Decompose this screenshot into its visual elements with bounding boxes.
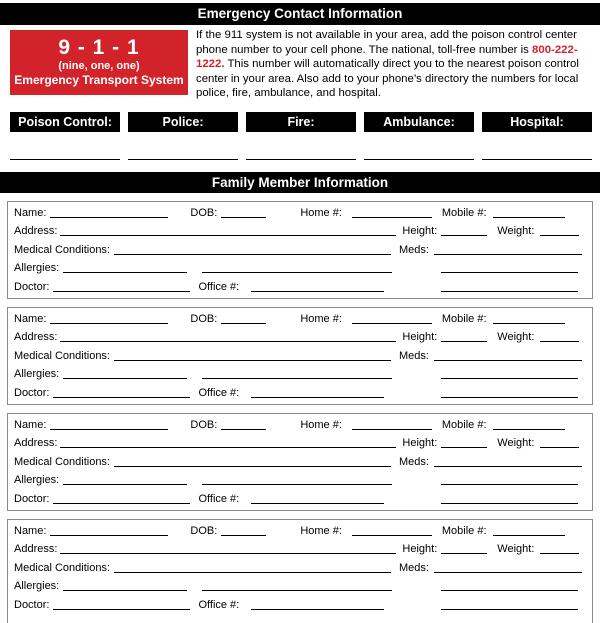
medical-conditions-label: Medical Conditions: [14, 561, 110, 574]
office-phone-line [251, 387, 384, 398]
dob-line [221, 313, 266, 324]
medical-conditions-label: Medical Conditions: [14, 349, 110, 362]
instructions-text-before: If the 911 system is not available in your area, add the poison control center phone number to your cell phone. The national, toll-free number is [196, 29, 577, 56]
meds-line [434, 456, 582, 467]
doctor-label: Doctor: [14, 386, 50, 399]
poison-control-phone-number: 800-222-1222. [196, 43, 578, 71]
doctor-line [53, 599, 190, 610]
member-row-medical [14, 242, 593, 260]
address-label: Address: [14, 437, 58, 450]
mobile-phone-label: Mobile #: [441, 313, 487, 325]
allergies-continued-line [202, 580, 392, 591]
dob-line [221, 525, 266, 536]
meds-label: Meds: [399, 455, 429, 468]
weight-line [540, 543, 579, 554]
mobile-phone-label: Mobile #: [441, 419, 487, 431]
member-row-doctor [14, 385, 593, 403]
home-phone-label: Home #: [300, 525, 342, 537]
medical-conditions-line [114, 456, 391, 467]
meds-continued-line-1 [441, 262, 578, 273]
name-line [50, 419, 168, 430]
meds-continued-line-1 [441, 474, 578, 485]
meds-line [434, 244, 582, 255]
meds-label: Meds: [399, 243, 429, 256]
fire-label: Fire: [246, 112, 356, 132]
member-row-address [14, 329, 593, 347]
medical-conditions-label: Medical Conditions: [14, 243, 110, 256]
allergies-continued-line [202, 368, 392, 379]
dob-label: DOB: [190, 525, 218, 537]
medical-conditions-label: Medical Conditions: [14, 455, 110, 468]
member-row-doctor [14, 279, 593, 297]
height-line [441, 437, 487, 448]
doctor-label: Doctor: [14, 492, 50, 505]
mobile-phone-line [493, 207, 565, 218]
height-line [441, 543, 487, 554]
name-label: Name: [14, 313, 47, 325]
office-phone-line [251, 493, 384, 504]
medical-conditions-line [114, 244, 391, 255]
meds-line [434, 562, 582, 573]
member-row-medical [14, 348, 593, 366]
meds-continued-line-1 [441, 580, 578, 591]
allergies-line [63, 580, 187, 591]
height-line [441, 331, 487, 342]
meds-continued-line-2 [441, 493, 578, 504]
ambulance-label: Ambulance: [364, 112, 474, 132]
family-members [7, 201, 593, 623]
weight-label: Weight: [497, 437, 535, 450]
allergies-continued-line [202, 474, 392, 485]
name-line [50, 207, 168, 218]
ambulance-line [364, 147, 474, 160]
member-row-name [14, 417, 593, 435]
member-row-name [14, 523, 593, 541]
emergency-contact-labels [10, 112, 592, 132]
weight-line [540, 331, 579, 342]
doctor-label: Doctor: [14, 598, 50, 611]
dob-line [221, 207, 266, 218]
911-number: 9 - 1 - 1 [58, 36, 140, 59]
member-row-allergies [14, 578, 593, 596]
poison-control-label: Poison Control: [10, 112, 120, 132]
name-label: Name: [14, 525, 47, 537]
page-title: Emergency Contact Information [0, 3, 600, 25]
weight-label: Weight: [497, 331, 535, 344]
member-row-medical [14, 454, 593, 472]
meds-label: Meds: [399, 349, 429, 362]
height-line [441, 225, 487, 236]
member-row-allergies [14, 260, 593, 278]
member-row-address [14, 541, 593, 559]
weight-label: Weight: [497, 225, 535, 238]
mobile-phone-line [493, 313, 565, 324]
poison-control-line [10, 147, 120, 160]
doctor-label: Doctor: [14, 280, 50, 293]
name-line [50, 525, 168, 536]
dob-label: DOB: [190, 207, 218, 219]
member-row-medical [14, 560, 593, 578]
weight-line [540, 437, 579, 448]
doctor-line [53, 281, 190, 292]
office-phone-line [251, 281, 384, 292]
911-system-name: Emergency Transport System [14, 73, 184, 87]
allergies-line [63, 474, 187, 485]
mobile-phone-label: Mobile #: [441, 207, 487, 219]
office-phone-line [251, 599, 384, 610]
allergies-continued-line [202, 262, 392, 273]
family-member-card [7, 201, 593, 299]
meds-label: Meds: [399, 561, 429, 574]
member-row-name [14, 205, 593, 223]
family-member-card [7, 519, 593, 623]
member-row-allergies [14, 472, 593, 490]
address-line [60, 225, 396, 236]
member-row-address [14, 435, 593, 453]
member-row-allergies [14, 366, 593, 384]
address-line [60, 331, 396, 342]
fire-line [246, 147, 356, 160]
mobile-phone-line [493, 419, 565, 430]
mobile-phone-line [493, 525, 565, 536]
doctor-line [53, 493, 190, 504]
meds-continued-line-2 [441, 387, 578, 398]
medical-conditions-line [114, 562, 391, 573]
address-line [60, 437, 396, 448]
911-emergency-box [10, 30, 188, 95]
office-phone-label: Office #: [198, 280, 240, 293]
home-phone-line [352, 419, 432, 430]
address-label: Address: [14, 331, 58, 344]
office-phone-label: Office #: [198, 598, 240, 611]
member-row-name [14, 311, 593, 329]
family-section-title: Family Member Information [0, 172, 600, 193]
name-label: Name: [14, 419, 47, 431]
home-phone-line [352, 313, 432, 324]
office-phone-label: Office #: [198, 386, 240, 399]
911-phonetic: (nine, one, one) [58, 60, 140, 72]
police-line [128, 147, 238, 160]
height-label: Height: [402, 225, 438, 238]
allergies-label: Allergies: [14, 262, 60, 275]
office-phone-label: Office #: [198, 492, 240, 505]
hospital-line [482, 147, 592, 160]
name-label: Name: [14, 207, 47, 219]
home-phone-label: Home #: [300, 419, 342, 431]
name-line [50, 313, 168, 324]
height-label: Height: [402, 331, 438, 344]
allergies-label: Allergies: [14, 474, 60, 487]
meds-continued-line-1 [441, 368, 578, 379]
family-member-card [7, 413, 593, 511]
hospital-label: Hospital: [482, 112, 592, 132]
dob-label: DOB: [190, 419, 218, 431]
home-phone-label: Home #: [300, 207, 342, 219]
doctor-line [53, 387, 190, 398]
home-phone-label: Home #: [300, 313, 342, 325]
home-phone-line [352, 207, 432, 218]
address-line [60, 543, 396, 554]
member-row-doctor [14, 597, 593, 615]
emergency-contact-write-in-lines [10, 145, 592, 158]
allergies-line [63, 262, 187, 273]
police-label: Police: [128, 112, 238, 132]
weight-label: Weight: [497, 543, 535, 556]
home-phone-line [352, 525, 432, 536]
medical-conditions-line [114, 350, 391, 361]
height-label: Height: [402, 543, 438, 556]
height-label: Height: [402, 437, 438, 450]
meds-line [434, 350, 582, 361]
allergies-label: Allergies: [14, 368, 60, 381]
member-row-doctor [14, 491, 593, 509]
instructions-text-after: This number will automatically direct you to the nearest poison control center in your area. Also add to your phone’s directory the numbers for local police, fire, ambulance, and hospital. [196, 58, 579, 100]
weight-line [540, 225, 579, 236]
address-label: Address: [14, 225, 58, 238]
allergies-label: Allergies: [14, 580, 60, 593]
dob-label: DOB: [190, 313, 218, 325]
member-row-address [14, 223, 593, 241]
address-label: Address: [14, 543, 58, 556]
mobile-phone-label: Mobile #: [441, 525, 487, 537]
poison-control-instructions [196, 28, 594, 101]
meds-continued-line-2 [441, 281, 578, 292]
dob-line [221, 419, 266, 430]
family-member-card [7, 307, 593, 405]
allergies-line [63, 368, 187, 379]
meds-continued-line-2 [441, 599, 578, 610]
